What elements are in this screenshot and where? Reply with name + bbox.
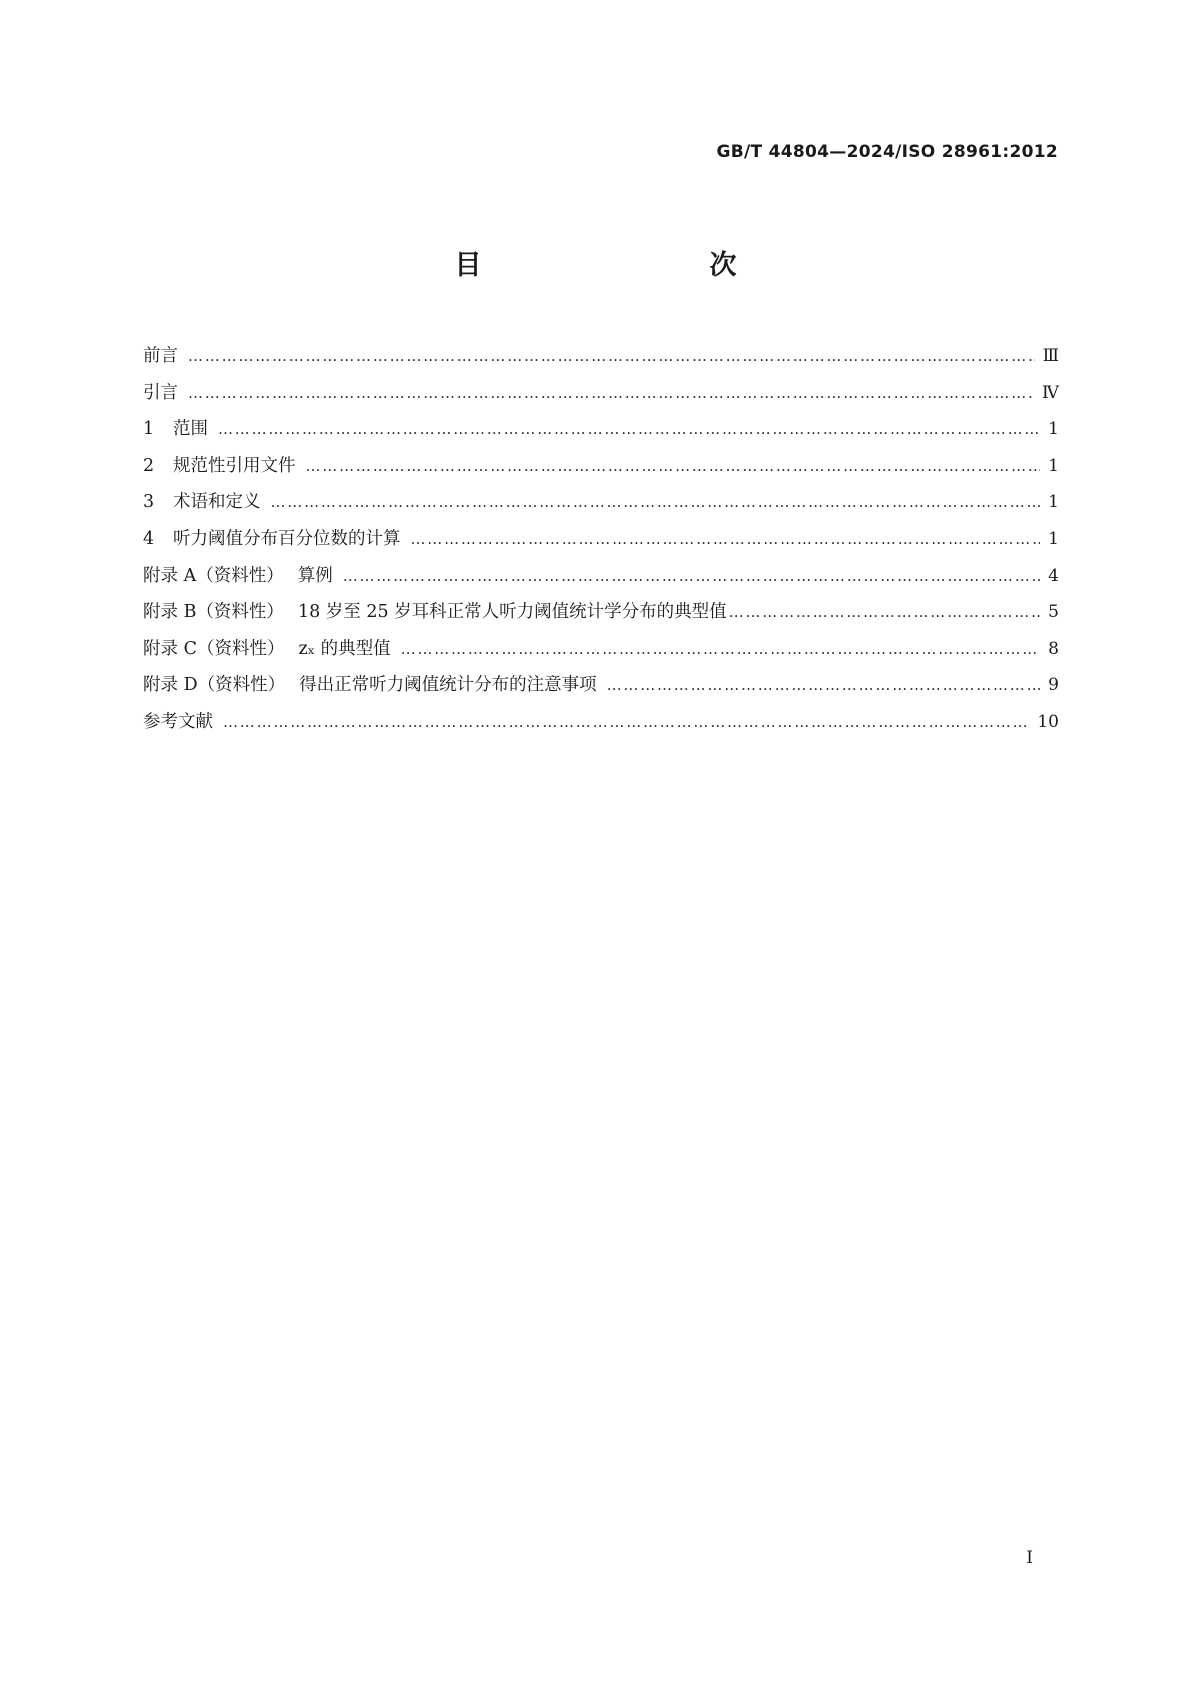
toc-page-number: 1 <box>1048 455 1059 476</box>
toc-page-number: 1 <box>1048 419 1059 440</box>
toc-section-number: 4 <box>143 528 155 549</box>
toc-dot-leader <box>223 704 1029 741</box>
page-title: 目 次 <box>454 250 795 281</box>
standard-code-header: GB/T 44804—2024/ISO 28961:2012 <box>716 142 1058 162</box>
toc-entry-terms-definitions[interactable] <box>143 484 1059 521</box>
toc-entry-label: 规范性引用文件 <box>173 455 296 476</box>
toc-dot-leader <box>411 521 1041 558</box>
toc-annex-title: 18 岁至 25 岁耳科正常人听力阈值统计学分布的典型值 <box>297 602 727 623</box>
toc-dot-leader <box>271 484 1041 521</box>
toc-dot-leader <box>343 558 1040 595</box>
toc-annex-label: 附录 A（资料性） <box>143 565 284 586</box>
toc-entry-scope[interactable] <box>143 411 1059 448</box>
toc-dot-leader <box>401 631 1041 668</box>
toc-annex-title: zₓ 的典型值 <box>298 638 391 659</box>
toc-page-number: 5 <box>1048 602 1059 623</box>
toc-section-number: 3 <box>143 492 155 513</box>
toc-entry-annex-a[interactable] <box>143 558 1059 595</box>
toc-page-number: 8 <box>1048 638 1059 659</box>
toc-entry-label: 听力阈值分布百分位数的计算 <box>173 528 401 549</box>
toc-entry-normative-references[interactable] <box>143 448 1059 485</box>
toc-entry-foreword[interactable] <box>143 338 1059 375</box>
toc-section-number: 2 <box>143 455 155 476</box>
toc-annex-title: 得出正常听力阈值统计分布的注意事项 <box>299 675 597 696</box>
toc-dot-leader <box>607 667 1041 704</box>
toc-annex-title: 算例 <box>297 565 333 586</box>
toc-dot-leader <box>188 375 1034 412</box>
toc-dot-leader <box>306 448 1041 485</box>
toc-annex-label: 附录 D（资料性） <box>143 675 286 696</box>
toc-section-number: 1 <box>143 419 155 440</box>
toc-entry-label: 引言 <box>143 382 178 403</box>
toc-entry-annex-b[interactable] <box>143 594 1059 631</box>
toc-page-number: 1 <box>1048 492 1059 513</box>
toc-annex-label: 附录 B（资料性） <box>143 602 284 623</box>
toc-page-number: 4 <box>1048 565 1059 586</box>
table-of-contents <box>143 338 1059 741</box>
toc-dot-leader <box>729 594 1041 631</box>
toc-entry-percentile-calculation[interactable] <box>143 521 1059 558</box>
toc-dot-leader <box>188 338 1035 375</box>
toc-page-number: 1 <box>1048 528 1059 549</box>
toc-entry-introduction[interactable] <box>143 375 1059 412</box>
toc-page-number: Ⅲ <box>1042 346 1059 366</box>
toc-entry-label: 前言 <box>143 346 178 366</box>
footer-page-number: Ⅰ <box>1026 1548 1033 1568</box>
toc-dot-leader <box>218 411 1040 448</box>
toc-entry-annex-c[interactable] <box>143 631 1059 668</box>
toc-entry-label: 范围 <box>173 419 208 440</box>
toc-page-number: 9 <box>1048 675 1059 696</box>
toc-page-number: 10 <box>1037 711 1059 732</box>
toc-entry-label: 参考文献 <box>143 711 213 732</box>
toc-annex-label: 附录 C（资料性） <box>143 638 285 659</box>
toc-entry-bibliography[interactable] <box>143 704 1059 741</box>
toc-entry-annex-d[interactable] <box>143 667 1059 704</box>
toc-page-number: Ⅳ <box>1042 382 1059 403</box>
toc-entry-label: 术语和定义 <box>173 492 261 513</box>
